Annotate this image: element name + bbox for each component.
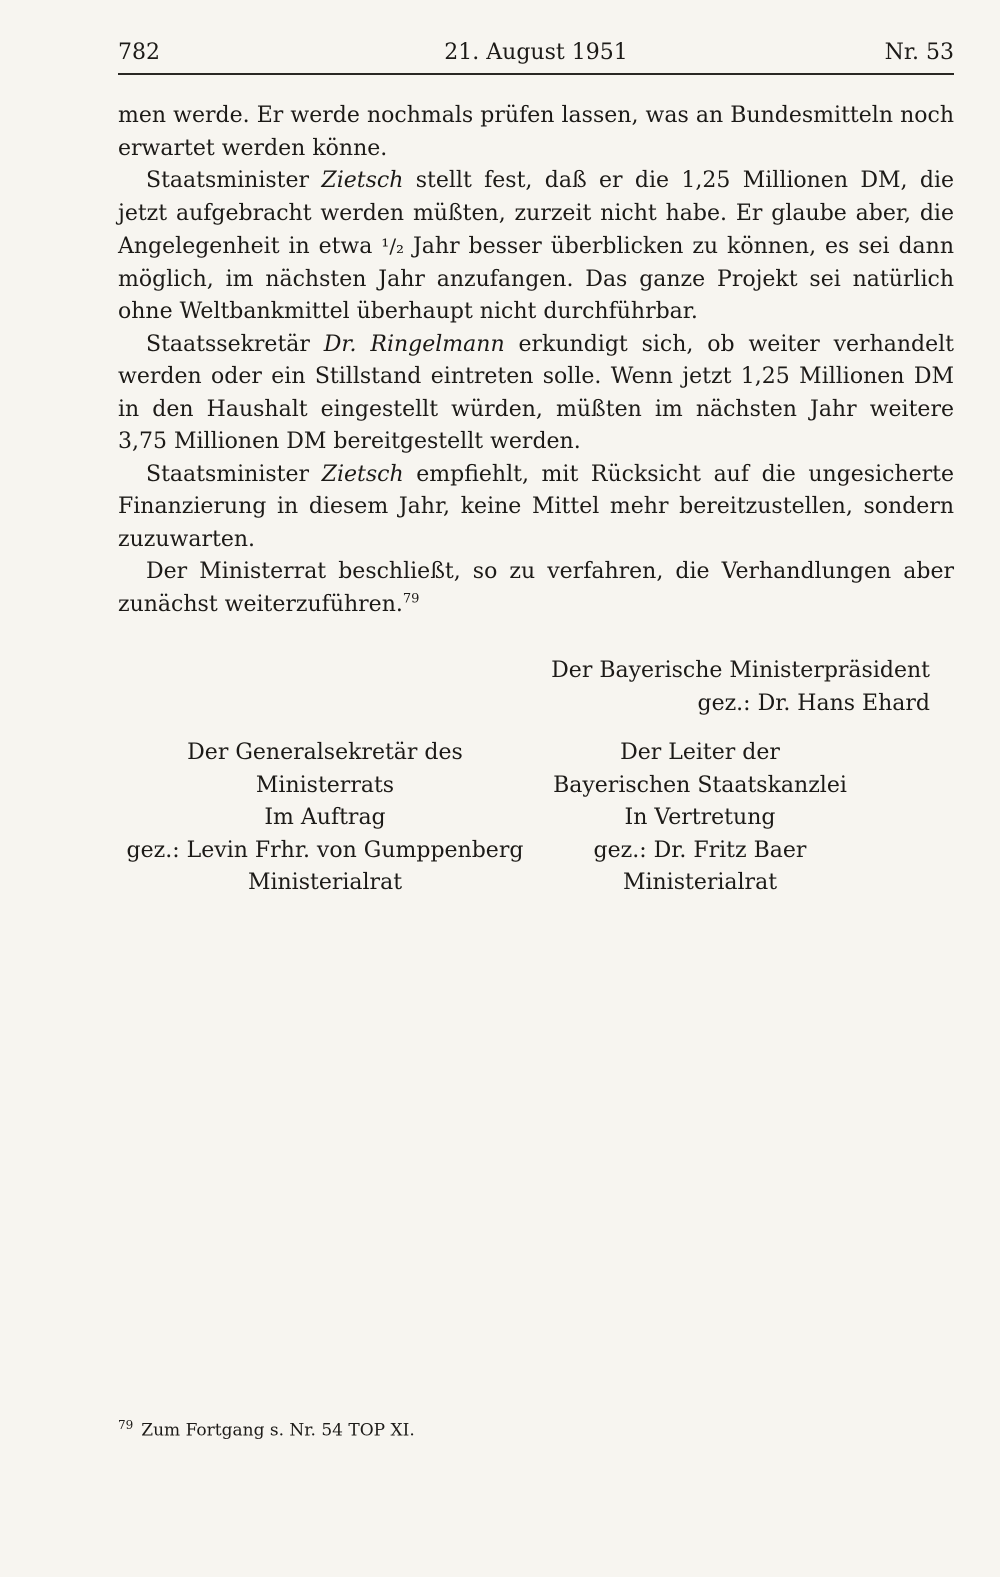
signature-state-chancellery <box>530 737 870 900</box>
issue-number: Nr. 53 <box>884 40 954 65</box>
text-segment: Jahr besser überblicken zu können, es sei dann möglich, im nächsten Jahr anzufangen. Das ganze Projekt sei natürlich ohne Weltbankmittel überhaupt nicht durchführbar. <box>118 234 955 324</box>
signature-line: Im Auftrag <box>264 805 386 830</box>
footnote-text: Zum Fortgang s. Nr. 54 TOP XI. <box>141 1420 415 1441</box>
signature-line: Der Bayerische Ministerpräsident <box>551 658 930 683</box>
fraction: ¹/₂ <box>381 234 405 258</box>
text-segment: Staatsminister <box>146 168 322 193</box>
signature-line: In Vertretung <box>624 805 776 830</box>
footnote <box>118 1418 415 1441</box>
paragraph <box>118 165 954 329</box>
person-name: Zietsch <box>321 168 404 193</box>
footnote-number: 79 <box>118 1418 134 1432</box>
paragraph <box>118 100 954 165</box>
footnote-reference: 79 <box>402 591 420 607</box>
signature-line: Ministerrats <box>255 772 395 798</box>
header-rule <box>118 73 954 75</box>
signature-line: Bayerischen Staatskanzlei <box>553 772 847 798</box>
signature-line: Ministerialrat <box>247 870 403 895</box>
paragraph <box>118 459 954 557</box>
signature-line: Ministerialrat <box>622 870 778 895</box>
paragraph <box>118 329 954 459</box>
person-name: Zietsch <box>321 461 404 487</box>
signature-line: gez.: Levin Frhr. von Gumppenberg <box>126 837 524 863</box>
text-segment: empfiehlt, mit Rücksicht auf die ungesicherte Finanzierung in diesem Jahr, keine Mittel mehr bereitzustellen, sondern zuzuwarten. <box>118 461 955 552</box>
paragraph <box>118 556 954 621</box>
text-segment: erkundigt sich, ob weiter verhandelt werden oder ein Stillstand eintreten solle. Wenn jetzt 1,25 Millionen DM in den Haushalt eingestellt würden, müßten im nächsten Jahr weitere 3,75 Millionen DM bereitgestellt werden. <box>118 331 955 454</box>
text-segment: Staatsminister <box>146 461 322 487</box>
header-date: 21. August 1951 <box>444 40 628 65</box>
text-segment: Staatssekretär <box>146 331 324 357</box>
page-header <box>118 40 954 74</box>
signature-line: gez.: Dr. Fritz Baer <box>593 837 807 863</box>
person-name: Dr. Ringelmann <box>323 331 505 357</box>
signature-line: Der Leiter der <box>620 740 780 765</box>
text-segment: Der Ministerrat beschließt, so zu verfahren, die Verhandlungen aber zunächst weiterzuführen. <box>118 559 954 617</box>
text-segment: stellt fest, daß er die 1,25 Millionen DM, die jetzt aufgebracht werden müßten, zurzeit nicht habe. Er glaube aber, die Angelegenheit in etwa <box>118 168 954 259</box>
signature-line: gez.: Dr. Hans Ehard <box>697 690 930 716</box>
signature-minister-president <box>550 655 930 720</box>
signature-line: Der Generalsekretär des <box>187 740 463 765</box>
signature-general-secretary <box>110 737 540 900</box>
page-number: 782 <box>118 40 160 65</box>
body-text <box>118 100 954 621</box>
text-segment: men werde. Er werde nochmals prüfen lassen, was an Bundesmitteln noch erwartet werden könne. <box>118 103 954 161</box>
